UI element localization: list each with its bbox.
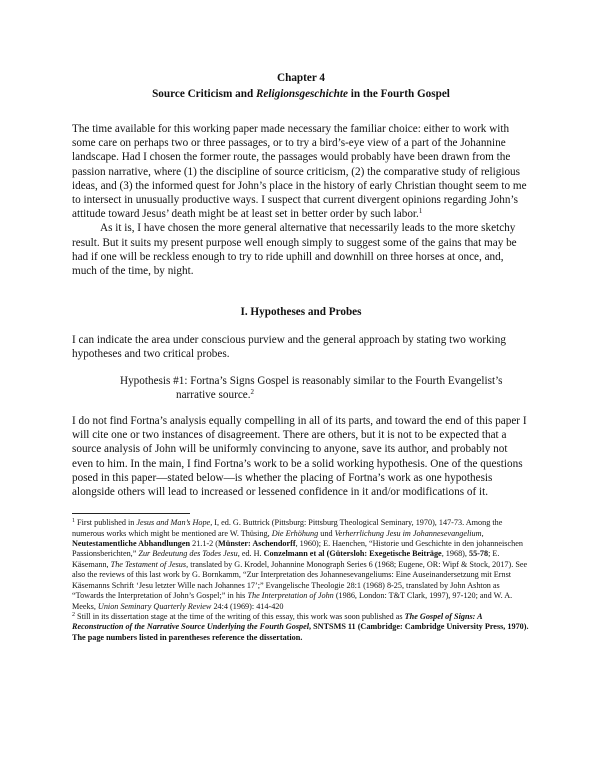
footnote-1: $^1$ First published in Jesus and Man’s Hope, I, ed. G. Buttrick (Pittsburg: Pittsburg Theological Seminary, 1970), 147-73. Among the numerous works which might be mentioned are W. Thüsing, Die Erhöhung und Verherrlichung Jesu im Johannesevangelium, Neutestamentliche Abhandlungen 21.1-2 (Münster: Aschendorff, 1960); E. Haenchen, “Historie und Geschichte in den johanneischen Passionsberichten,” Zur Bedeutung des Todes Jesu, ed. H. Conzelmann et al (Gütersloh: Exegetische Beiträge, 1968), 55-78; E. Käsemann, The Testament of Jesus, translated by G. Krodel, Johannine Monograph Series 6 (1968; Eugene, OR: Wipf & Stock, 2017). See also the reviews of this last work by G. Bornkamm, “Zur Interpretation des Johannesevangeliums: Eine Auseinandersetzung mit Ernst Käsemanns Schrift ‘Jesu letzter Wille nach Johannes 17’;” Evangelische Theologie 28:1 (1968) 8-25, translated by John Ashton as “Towards the Interpretation of John’s Gospel;” in his The Interpretation of John (1986, London: T&T Clark, 1997), 97-120; and W. A. Meeks, Union Seminary Quarterly Review 24:4 (1969): 414-420 bbox=[72, 518, 528, 611]
document-page bbox=[72, 70, 530, 643]
hypothesis-1: Hypothesis #1: Fortna’s Signs Gospel is reasonably similar to the Fourth Evangelist’s narrative source.$^2$ bbox=[120, 374, 503, 401]
intro-paragraph-2: As it is, I have chosen the more general alternative that necessarily leads to the more sketchy result. But it suits my present purpose well enough simply to suggest some of the gains that may be had if one will be reckless enough to try to ride uphill and downhill on three horses at once, and, much of the time, by night. bbox=[72, 222, 517, 278]
intro-paragraph-1: The time available for this working paper made necessary the familiar choice: either to work with some care on perhaps two or three passages, or to try a bird’s-eye view of a part of the Johannine landscape. Had I chosen the former route, the passages would probably have been drawn from the passion narrative, where (1) the discipline of source criticism, (2) the comparative study of religious ideas, and (3) the informed quest for John’s place in the history of early Christian thought seem to me to intersect in unusually productive ways. I suspect that current divergent opinions regarding John’s attitude toward Jesus’ death might be at least set in better order by such labor.$^1$ bbox=[72, 123, 527, 221]
section-paragraph-1: I can indicate the area under conscious purview and the general approach by stating two working hypotheses and two critical probes. bbox=[72, 334, 506, 361]
footnote-ref-1[interactable]: 1 bbox=[418, 207, 423, 216]
chapter-label: Chapter 4 bbox=[277, 72, 325, 84]
section-paragraph-2: I do not find Fortna’s analysis equally compelling in all of its parts, and toward the end of this paper I will cite one or two instances of disagreement. There are others, but it is not to be expected that a source analysis of John will be uniformly convincing to anyone, save its author, and probably not even to him. In the main, I find Fortna’s work to be a solid working hypothesis. One of the questions posed in this paper—stated below—is whether the placing of Fortna’s work as one hypothesis alongside others will lead to increased or lessened confidence in it and/or modifications of it. bbox=[72, 415, 527, 499]
footnote-divider bbox=[72, 513, 190, 514]
footnote-2: $^2$ Still in its dissertation stage at the time of the writing of this essay, this work was soon published as The Gospel of Signs: A Reconstruction of the Narrative Source Underlying the Fourth Gospel, SNTSMS 11 (Cambridge: Cambridge University Press, 1970). The page numbers listed in parentheses reference the dissertation. bbox=[72, 611, 529, 642]
section-heading: I. Hypotheses and Probes bbox=[240, 306, 362, 319]
footnote-ref-2[interactable]: 2 bbox=[250, 387, 255, 396]
chapter-title: Source Criticism and Religionsgeschichte in the Fourth Gospel bbox=[152, 88, 450, 100]
